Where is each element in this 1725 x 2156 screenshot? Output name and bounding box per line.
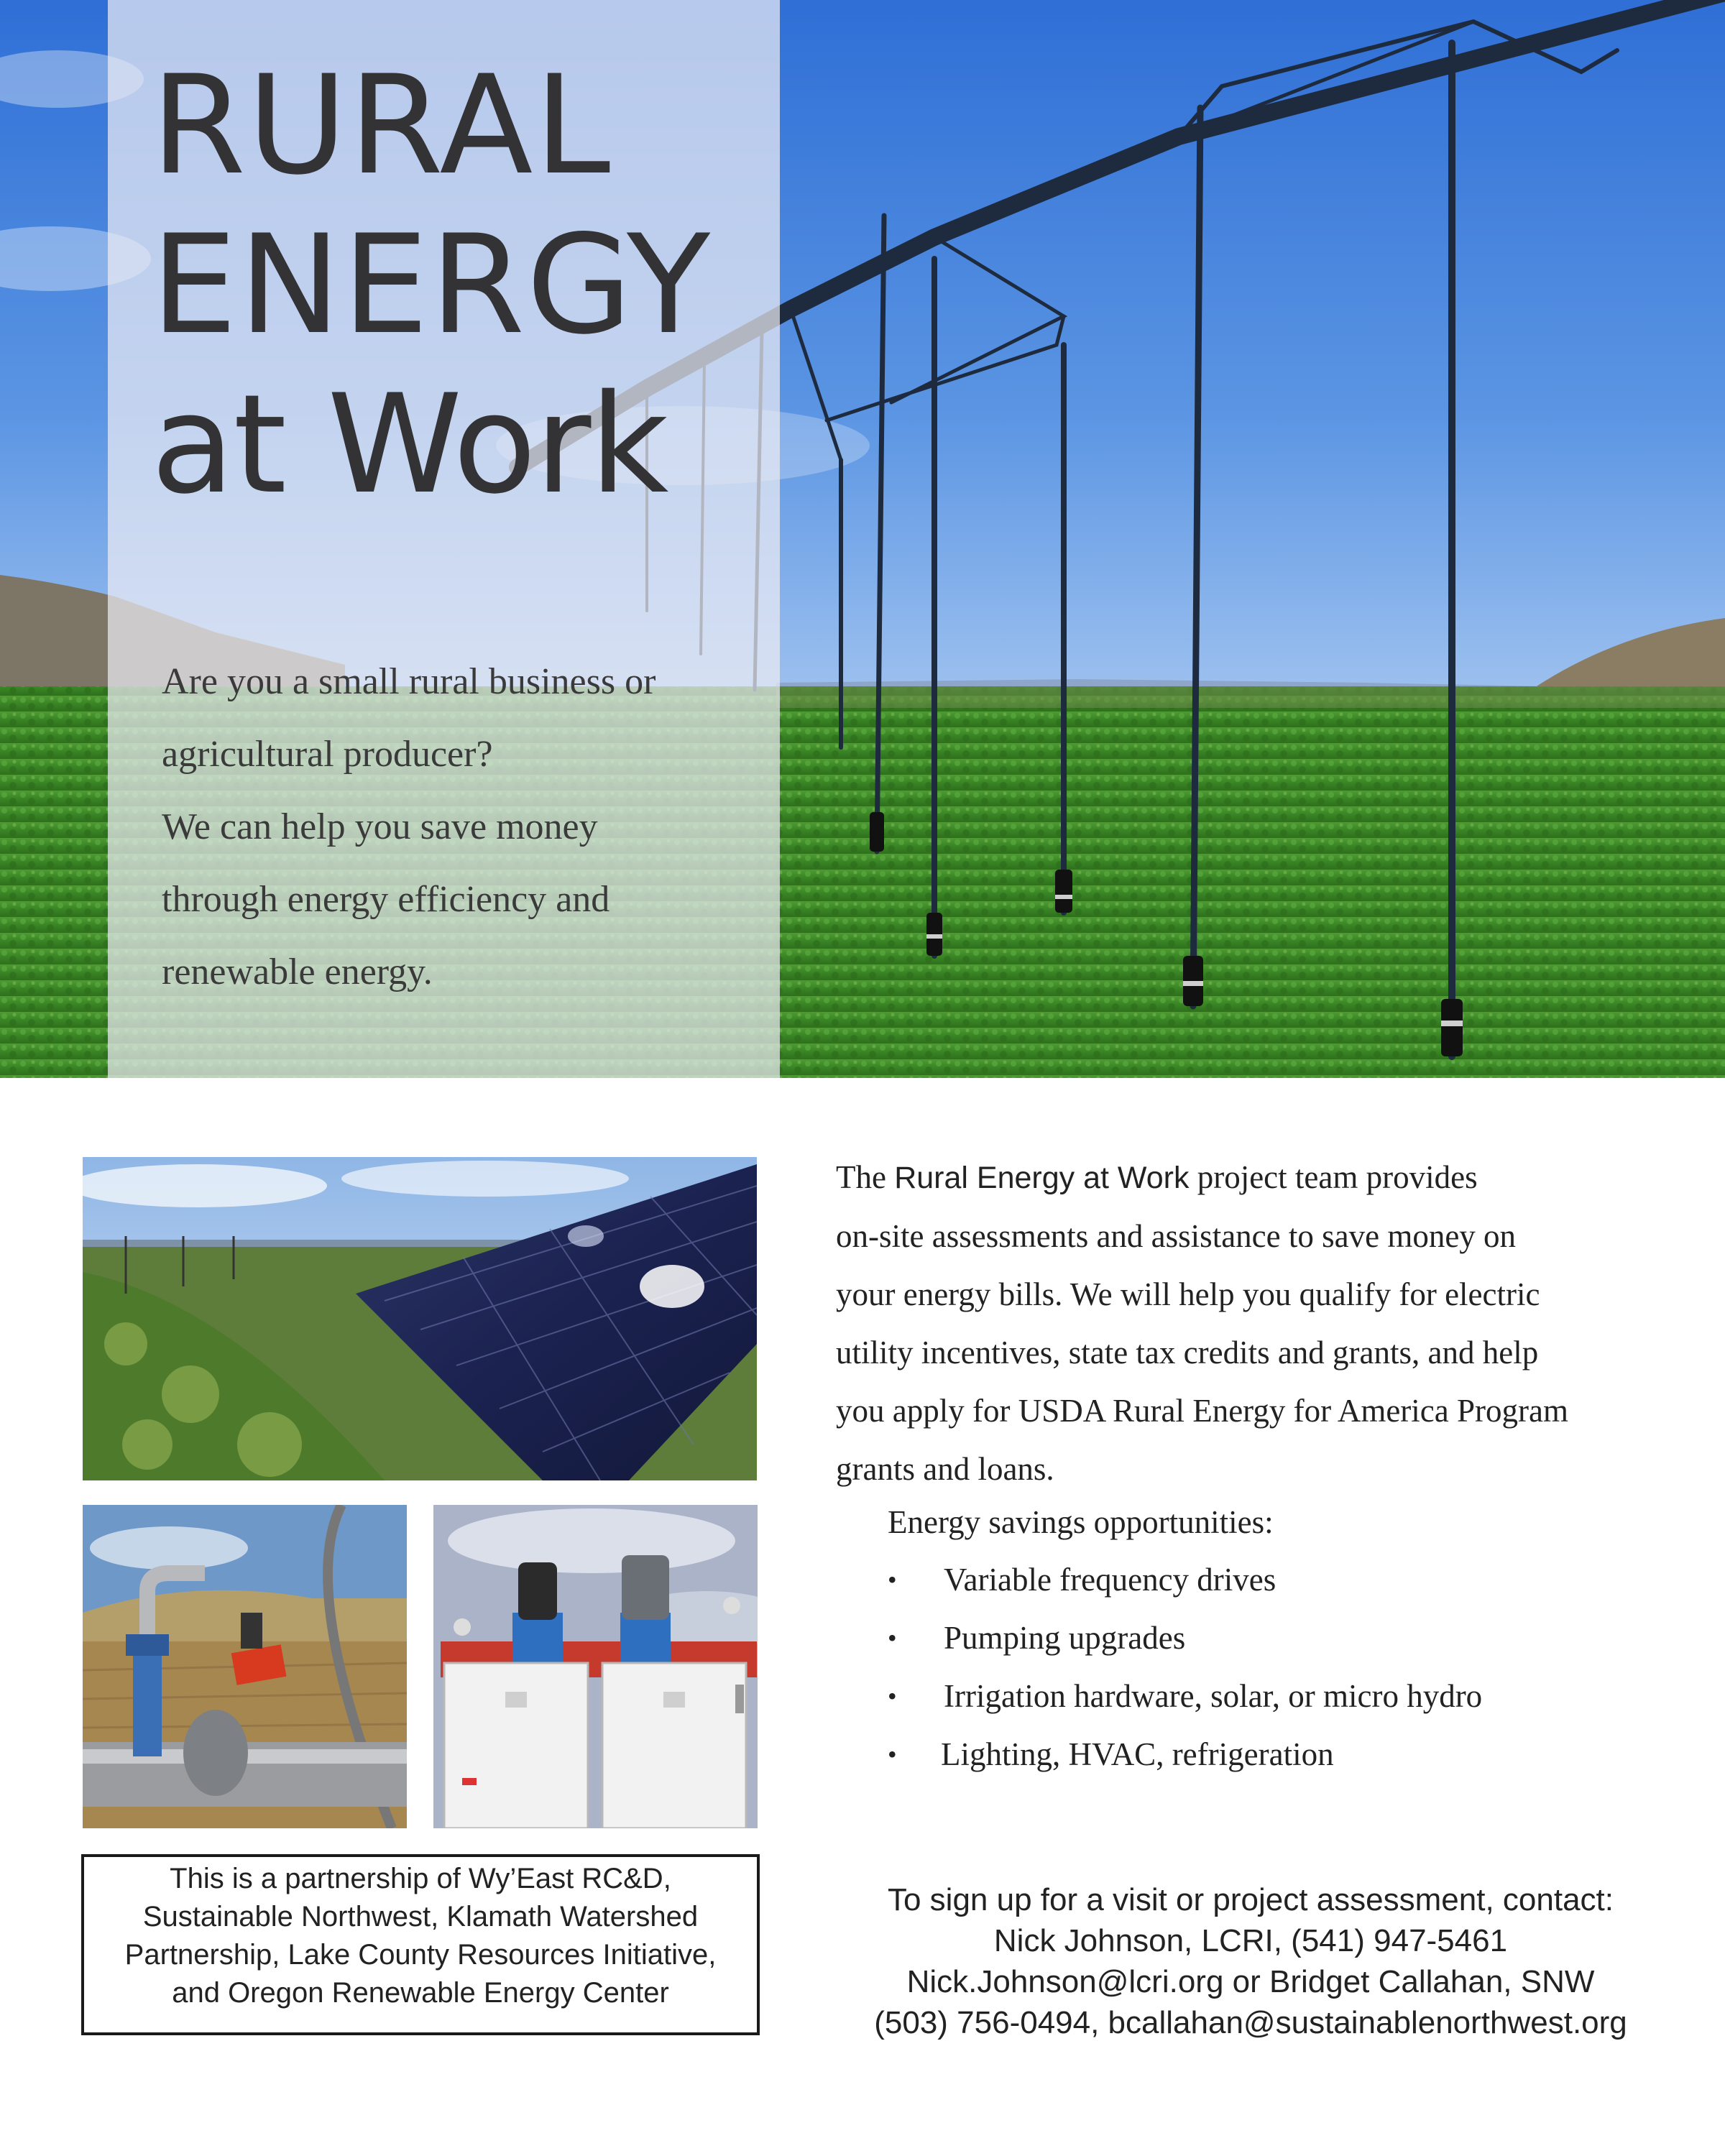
intro-line: We can help you save money bbox=[162, 806, 598, 847]
project-description bbox=[836, 1148, 1662, 1498]
bullet-icon: • bbox=[888, 1623, 897, 1652]
description-prefix: The bbox=[836, 1159, 895, 1195]
partnership-text bbox=[104, 1860, 737, 2012]
contact-line[interactable]: Nick.Johnson@lcri.org or Bridget Callahan, SNW bbox=[906, 1964, 1595, 1999]
bullet-icon: • bbox=[888, 1565, 897, 1594]
contact-line: Nick Johnson, LCRI, (541) 947-5461 bbox=[993, 1923, 1508, 1958]
description-line: you apply for USDA Rural Energy for America Program bbox=[836, 1393, 1568, 1429]
intro-line: renewable energy. bbox=[162, 952, 433, 992]
solar-panels-photo bbox=[83, 1157, 757, 1480]
opportunity-label: Lighting, HVAC, refrigeration bbox=[941, 1736, 1334, 1772]
partnership-line: Sustainable Northwest, Klamath Watershed bbox=[142, 1901, 699, 1932]
project-name: Rural Energy at Work bbox=[894, 1161, 1190, 1195]
opportunities-heading: Energy savings opportunities: bbox=[888, 1504, 1274, 1540]
hero-intro bbox=[162, 645, 737, 1008]
hero-title bbox=[151, 46, 712, 524]
title-line-at-work: at Work bbox=[151, 365, 668, 524]
intro-line: through energy efficiency and bbox=[162, 879, 610, 920]
description-line: on-site assessments and assistance to save money on bbox=[836, 1218, 1517, 1254]
title-line-rural: RURAL bbox=[151, 46, 612, 205]
description-suffix: project team provides bbox=[1189, 1159, 1478, 1195]
description-line: utility incentives, state tax credits and grants, and help bbox=[836, 1335, 1539, 1370]
description-line-1 bbox=[836, 1148, 1662, 1207]
intro-line: Are you a small rural business or bbox=[162, 661, 656, 702]
pump-controls-photo bbox=[433, 1505, 758, 1828]
description-line: grants and loans. bbox=[836, 1451, 1054, 1487]
opportunity-label: Variable frequency drives bbox=[944, 1562, 1276, 1598]
title-line-energy: ENERGY bbox=[151, 206, 712, 364]
partnership-box bbox=[81, 1854, 760, 2035]
opportunity-label: Pumping upgrades bbox=[944, 1620, 1186, 1656]
contact-heading: To sign up for a visit or project assessment, contact: bbox=[887, 1882, 1614, 1917]
bullet-icon: • bbox=[888, 1740, 897, 1769]
contact-line[interactable]: (503) 756-0494, bcallahan@sustainablenorthwest.org bbox=[874, 2005, 1627, 2040]
contact-info bbox=[837, 1879, 1664, 2043]
intro-line: agricultural producer? bbox=[162, 734, 493, 775]
opportunity-label: Irrigation hardware, solar, or micro hydro bbox=[944, 1678, 1483, 1714]
partnership-line: This is a partnership of Wy’East RC&D, bbox=[170, 1863, 671, 1894]
sprinkler-valve-photo bbox=[83, 1505, 407, 1828]
bullet-icon: • bbox=[888, 1682, 897, 1710]
partnership-line: Partnership, Lake County Resources Initiative, bbox=[124, 1939, 717, 1971]
partnership-line: and Oregon Renewable Energy Center bbox=[172, 1977, 669, 2009]
description-line: your energy bills. We will help you qualify for electric bbox=[836, 1276, 1540, 1312]
